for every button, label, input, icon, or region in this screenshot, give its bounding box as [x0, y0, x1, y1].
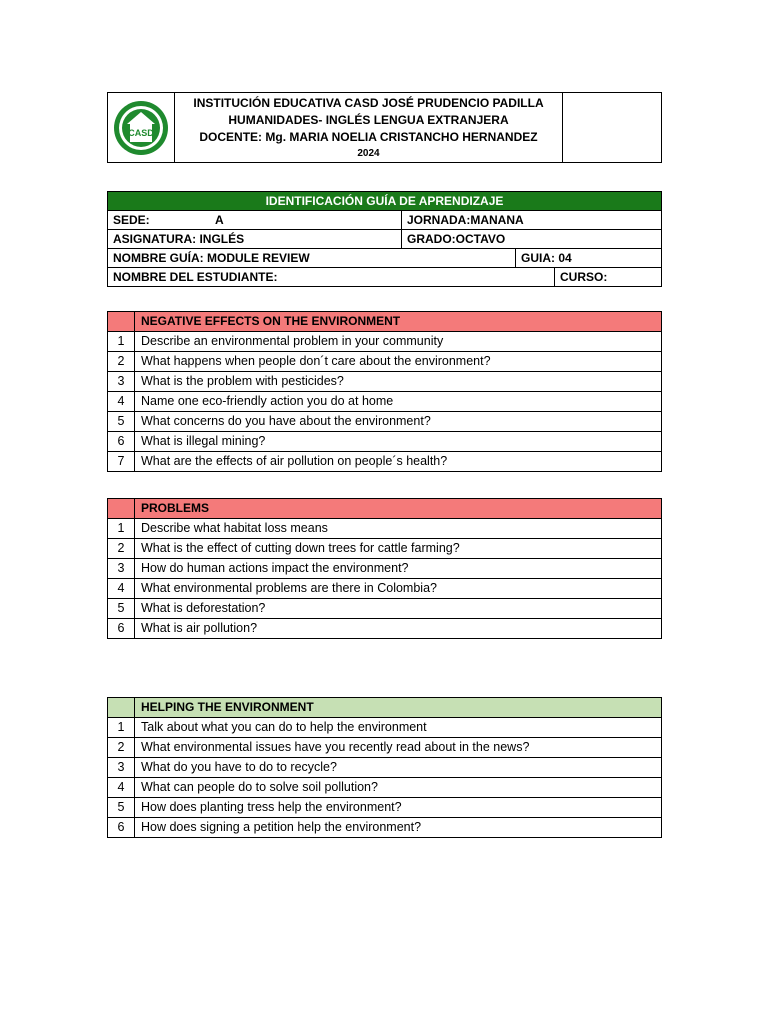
section-problems [107, 498, 662, 639]
question-row [108, 392, 661, 412]
grado: GRADO:OCTAVO [401, 230, 663, 248]
question-row [108, 738, 661, 758]
guia-number: GUIA: 04 [515, 249, 662, 267]
question-number: 5 [108, 798, 135, 817]
section-negative-effects [107, 311, 662, 472]
identification-title: IDENTIFICACIÓN GUÍA DE APRENDIZAJE [108, 192, 661, 211]
question-row [108, 539, 661, 559]
question-text: What is deforestation? [141, 601, 266, 615]
question-text: What is the problem with pesticides? [141, 374, 344, 388]
question-text: What concerns do you have about the environment? [141, 414, 431, 428]
question-text: What is air pollution? [141, 621, 258, 635]
section-helping-environment [107, 697, 662, 838]
document-header [107, 92, 662, 163]
question-number: 2 [108, 352, 135, 371]
question-text: How do human actions impact the environment? [141, 561, 409, 575]
header-year: 2024 [357, 147, 380, 159]
question-text: What happens when people don´t care about the environment? [141, 354, 491, 368]
question-text: What is the effect of cutting down trees for cattle farming? [141, 541, 460, 555]
question-number: 3 [108, 559, 135, 578]
jornada: JORNADA:MANANA [401, 211, 663, 229]
section-title: PROBLEMS [141, 501, 210, 515]
question-text: What do you have to do to recycle? [141, 760, 337, 774]
question-number: 7 [108, 452, 135, 471]
section-header-row [108, 312, 661, 332]
question-number: 1 [108, 718, 135, 737]
question-row [108, 352, 661, 372]
sede-value: A [215, 213, 224, 227]
question-text: How does signing a petition help the environment? [141, 820, 422, 834]
question-text: How does planting tress help the environment? [141, 800, 402, 814]
question-row [108, 758, 661, 778]
question-row [108, 718, 661, 738]
question-text: What can people do to solve soil pollution? [141, 780, 378, 794]
section-title: NEGATIVE EFFECTS ON THE ENVIRONMENT [141, 314, 401, 328]
question-row [108, 798, 661, 818]
question-number: 6 [108, 818, 135, 837]
asignatura: ASIGNATURA: INGLÉS [113, 232, 245, 246]
question-row [108, 412, 661, 432]
question-row [108, 579, 661, 599]
question-text: What environmental issues have you recently read about in the news? [141, 740, 530, 754]
ident-row-estudiante [108, 268, 661, 286]
question-row [108, 519, 661, 539]
question-number: 3 [108, 372, 135, 391]
question-row [108, 619, 661, 638]
question-row [108, 599, 661, 619]
question-row [108, 778, 661, 798]
department-name: HUMANIDADES- INGLÉS LENGUA EXTRANJERA [228, 112, 509, 127]
header-num-cell [108, 312, 135, 331]
header-num-cell [108, 698, 135, 717]
question-row [108, 818, 661, 837]
question-text: Describe an environmental problem in your community [141, 334, 444, 348]
ident-row-sede [108, 211, 661, 230]
question-number: 6 [108, 619, 135, 638]
institution-name: INSTITUCIÓN EDUCATIVA CASD JOSÉ PRUDENCIO PADILLA [193, 95, 544, 110]
question-text: What environmental problems are there in Colombia? [141, 581, 437, 595]
question-number: 5 [108, 599, 135, 618]
nombre-estudiante: NOMBRE DEL ESTUDIANTE: [113, 270, 278, 284]
question-number: 2 [108, 738, 135, 757]
question-number: 6 [108, 432, 135, 451]
header-num-cell [108, 499, 135, 518]
question-number: 3 [108, 758, 135, 777]
section-title: HELPING THE ENVIRONMENT [141, 700, 314, 714]
question-text: What are the effects of air pollution on people´s health? [141, 454, 448, 468]
sede-label: SEDE: [113, 213, 150, 227]
school-logo-icon [112, 99, 170, 157]
curso: CURSO: [554, 268, 662, 286]
question-number: 1 [108, 519, 135, 538]
question-number: 4 [108, 579, 135, 598]
question-number: 4 [108, 392, 135, 411]
question-number: 1 [108, 332, 135, 351]
ident-row-asignatura [108, 230, 661, 249]
header-text [174, 93, 563, 162]
section-header-row [108, 499, 661, 519]
question-row [108, 372, 661, 392]
logo-text: CASD [128, 127, 154, 138]
question-number: 4 [108, 778, 135, 797]
ident-row-guia [108, 249, 661, 268]
question-number: 2 [108, 539, 135, 558]
question-text: Describe what habitat loss means [141, 521, 328, 535]
question-text: What is illegal mining? [141, 434, 266, 448]
header-empty-cell [562, 93, 661, 162]
question-row [108, 332, 661, 352]
question-text: Name one eco-friendly action you do at home [141, 394, 394, 408]
nombre-guia: NOMBRE GUÍA: MODULE REVIEW [113, 251, 310, 265]
question-number: 5 [108, 412, 135, 431]
question-row [108, 452, 661, 471]
section-header-row [108, 698, 661, 718]
teacher-name: DOCENTE: Mg. MARIA NOELIA CRISTANCHO HERNANDEZ [199, 129, 538, 144]
question-row [108, 559, 661, 579]
question-row [108, 432, 661, 452]
logo-cell [108, 93, 175, 162]
identification-table [107, 191, 662, 287]
question-text: Talk about what you can do to help the environment [141, 720, 427, 734]
